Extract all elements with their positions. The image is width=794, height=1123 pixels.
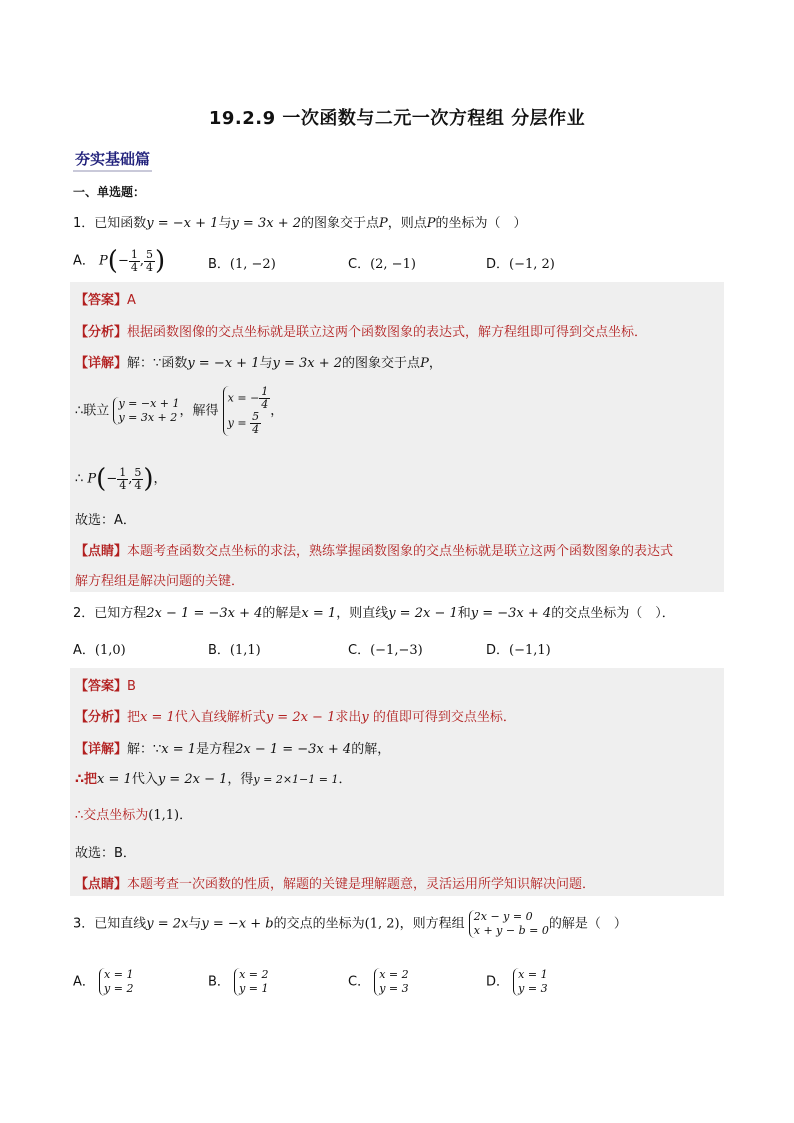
- section-title: 夯实基础篇: [73, 148, 152, 172]
- question-1-detail-line-1: 【详解】解：∵函数y = −x + 1与y = 3x + 2的图象交于点P，: [75, 356, 442, 371]
- question-2-answer: 【答案】B: [75, 679, 136, 694]
- question-1-choose: 故选：A．: [75, 513, 136, 528]
- question-2-comment: 【点睛】本题考查一次函数的性质，解题的关键是理解题意，灵活运用所学知识解决问题．: [75, 877, 596, 892]
- question-2-detail-line-3: ∴交点坐标为(1,1)．: [75, 808, 193, 823]
- question-2-option-b: B．(1,1): [208, 643, 261, 658]
- question-2-detail-line-2: ∴把x = 1代入y = 2x − 1，得y = 2×1−1 = 1．: [75, 772, 352, 787]
- question-3-option-a: A． x = 1 y = 2: [73, 968, 134, 995]
- question-1-option-d: D．(−1, 2): [486, 257, 555, 272]
- question-2-option-d: D．(−1,1): [486, 643, 551, 658]
- question-3-option-c: C． x = 2 y = 3: [348, 968, 409, 995]
- question-1-detail-line-3: ∴ P(− $\frac{1}{4}$ , $\frac{5}{4}$ )，: [75, 464, 167, 494]
- question-1-comment-line-2: 解方程组是解决问题的关键．: [75, 574, 245, 589]
- question-1-analysis: 【分析】根据函数图像的交点坐标就是联立这两个函数图象的表达式，解方程组即可得到交点坐标．: [75, 325, 648, 340]
- question-3-option-d: D． x = 1 y = 3: [486, 968, 548, 995]
- question-2-stem: 2．已知方程2x − 1 = −3x + 4的解是x = 1，则直线y = 2x − 1和y = −3x + 4的交点坐标为（ ）．: [73, 606, 675, 621]
- question-3-option-b: B． x = 2 y = 1: [208, 968, 269, 995]
- question-2-option-a: A．(1,0): [73, 643, 126, 658]
- question-2-option-c: C．(−1,−3): [348, 643, 423, 658]
- question-2-choose: 故选：B．: [75, 846, 136, 861]
- question-1-option-c: C．(2, −1): [348, 257, 416, 272]
- question-1-answer: 【答案】A: [75, 293, 136, 308]
- question-2-analysis: 【分析】把x = 1代入直线解析式y = 2x − 1求出y 的值即可得到交点坐标．: [75, 710, 516, 725]
- page-title: 19.2.9 一次函数与二元一次方程组 分层作业: [208, 108, 586, 129]
- question-1-comment-line-1: 【点睛】本题考查函数交点坐标的求法，熟练掌握函数图象的交点坐标就是联立这两个函数图象的表达式: [75, 544, 674, 559]
- question-1-option-a: A． P(− $\frac{1}{4}$ , $\frac{5}{4}$ ): [73, 246, 166, 276]
- question-1-stem: 1．已知函数y = −x + 1与y = 3x + 2的图象交于点P，则点P的坐标为（ ）: [73, 216, 527, 231]
- question-2-detail-line-1: 【详解】解：∵x = 1是方程2x − 1 = −3x + 4的解，: [75, 742, 391, 757]
- question-1-option-b: B．(1, −2): [208, 257, 276, 272]
- question-1-detail-line-2: ∴联立 y = −x + 1 y = 3x + 2 ，解得 x = − $\frac{1}{4}$ y = $\frac{5}{4}$ ，: [75, 385, 284, 436]
- part-title: 一、单选题：: [73, 185, 146, 199]
- question-3-stem: 3．已知直线y = 2x与y = −x + b的交点的坐标为(1, 2)，则方程组 2x − y = 0 x + y − b = 0的解是（ ）: [73, 910, 627, 937]
